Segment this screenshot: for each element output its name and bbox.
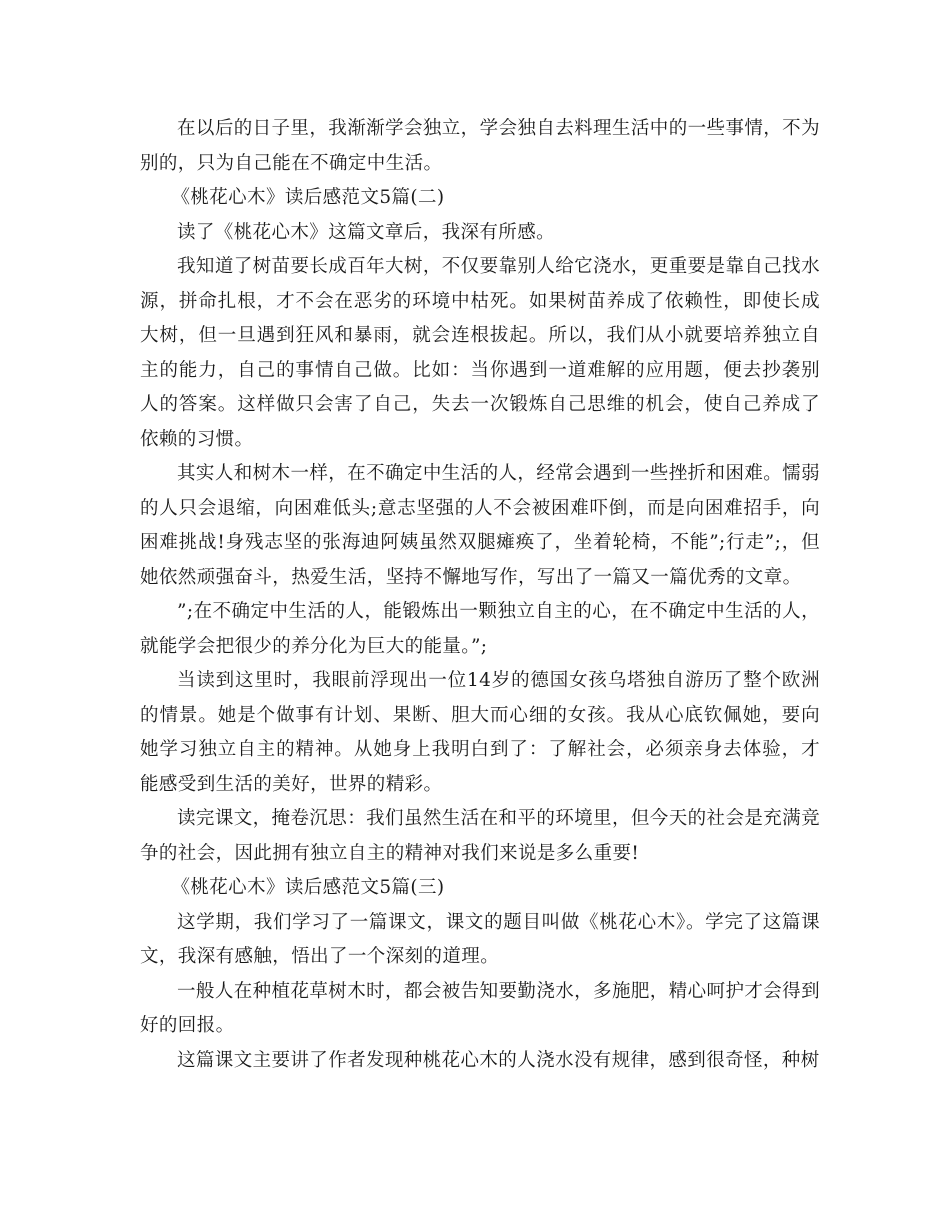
body-paragraph: 一般人在种植花草树木时，都会被告知要勤浇水，多施肥，精心呵护才会得到好的回报。 xyxy=(140,980,820,1036)
body-paragraph: 我知道了树苗要长成百年大树，不仅要靠别人给它浇水，更重要是靠自己找水源，拼命扎根，才不会在恶劣的环境中枯死。如果树苗养成了依赖性，即使长成大树，但一旦遇到狂风和暴雨，就会连根拔起。所以，我们从小就要培养独立自主的能力，自己的事情自己做。比如：当你遇到一道难解的应用题，便去抄袭别人的答案。这样做只会害了自己，失去一次锻炼自己思维的机会，使自己养成了依赖的习惯。 xyxy=(140,256,820,450)
body-paragraph: 其实人和树木一样，在不确定中生活的人，经常会遇到一些挫折和困难。懦弱的人只会退缩，向困难低头;意志坚强的人不会被困难吓倒，而是向困难招手，向困难挑战!身残志坚的张海迪阿姨虽然双腿瘫痪了，坐着轮椅，不能”;行走”;，但她依然顽强奋斗，热爱生活，坚持不懈地写作，写出了一篇又一篇优秀的文章。 xyxy=(140,463,820,588)
body-paragraph: 读完课文，掩卷沉思：我们虽然生活在和平的环境里，但今天的社会是充满竞争的社会，因此拥有独立自主的精神对我们来说是多么重要! xyxy=(140,808,820,864)
body-paragraph: 在以后的日子里，我渐渐学会独立，学会独自去料理生活中的一些事情，不为别的，只为自己能在不确定中生活。 xyxy=(140,118,820,174)
section-heading: 《桃花心木》读后感范文5篇(二) xyxy=(171,187,445,208)
body-paragraph: 当读到这里时，我眼前浮现出一位14岁的德国女孩乌塔独自游历了整个欧洲的情景。她是个做事有计划、果断、胆大而心细的女孩。我从心底钦佩她，要向她学习独立自主的精神。从她身上我明白到了：了解社会，必须亲身去体验，才能感受到生活的美好，世界的精彩。 xyxy=(140,670,820,795)
body-paragraph: ”;在不确定中生活的人，能锻炼出一颗独立自主的心，在不确定中生活的人，就能学会把很少的养分化为巨大的能量。”; xyxy=(140,601,820,657)
body-paragraph: 这学期，我们学习了一篇课文，课文的题目叫做《桃花心木》。学完了这篇课文，我深有感触，悟出了一个深刻的道理。 xyxy=(140,911,820,967)
section-heading: 《桃花心木》读后感范文5篇(三) xyxy=(171,877,445,898)
body-paragraph: 读了《桃花心木》这篇文章后，我深有所感。 xyxy=(177,221,556,243)
body-paragraph: 这篇课文主要讲了作者发现种桃花心木的人浇水没有规律，感到很奇怪，种树 xyxy=(177,1049,820,1071)
document-body xyxy=(140,112,820,1078)
